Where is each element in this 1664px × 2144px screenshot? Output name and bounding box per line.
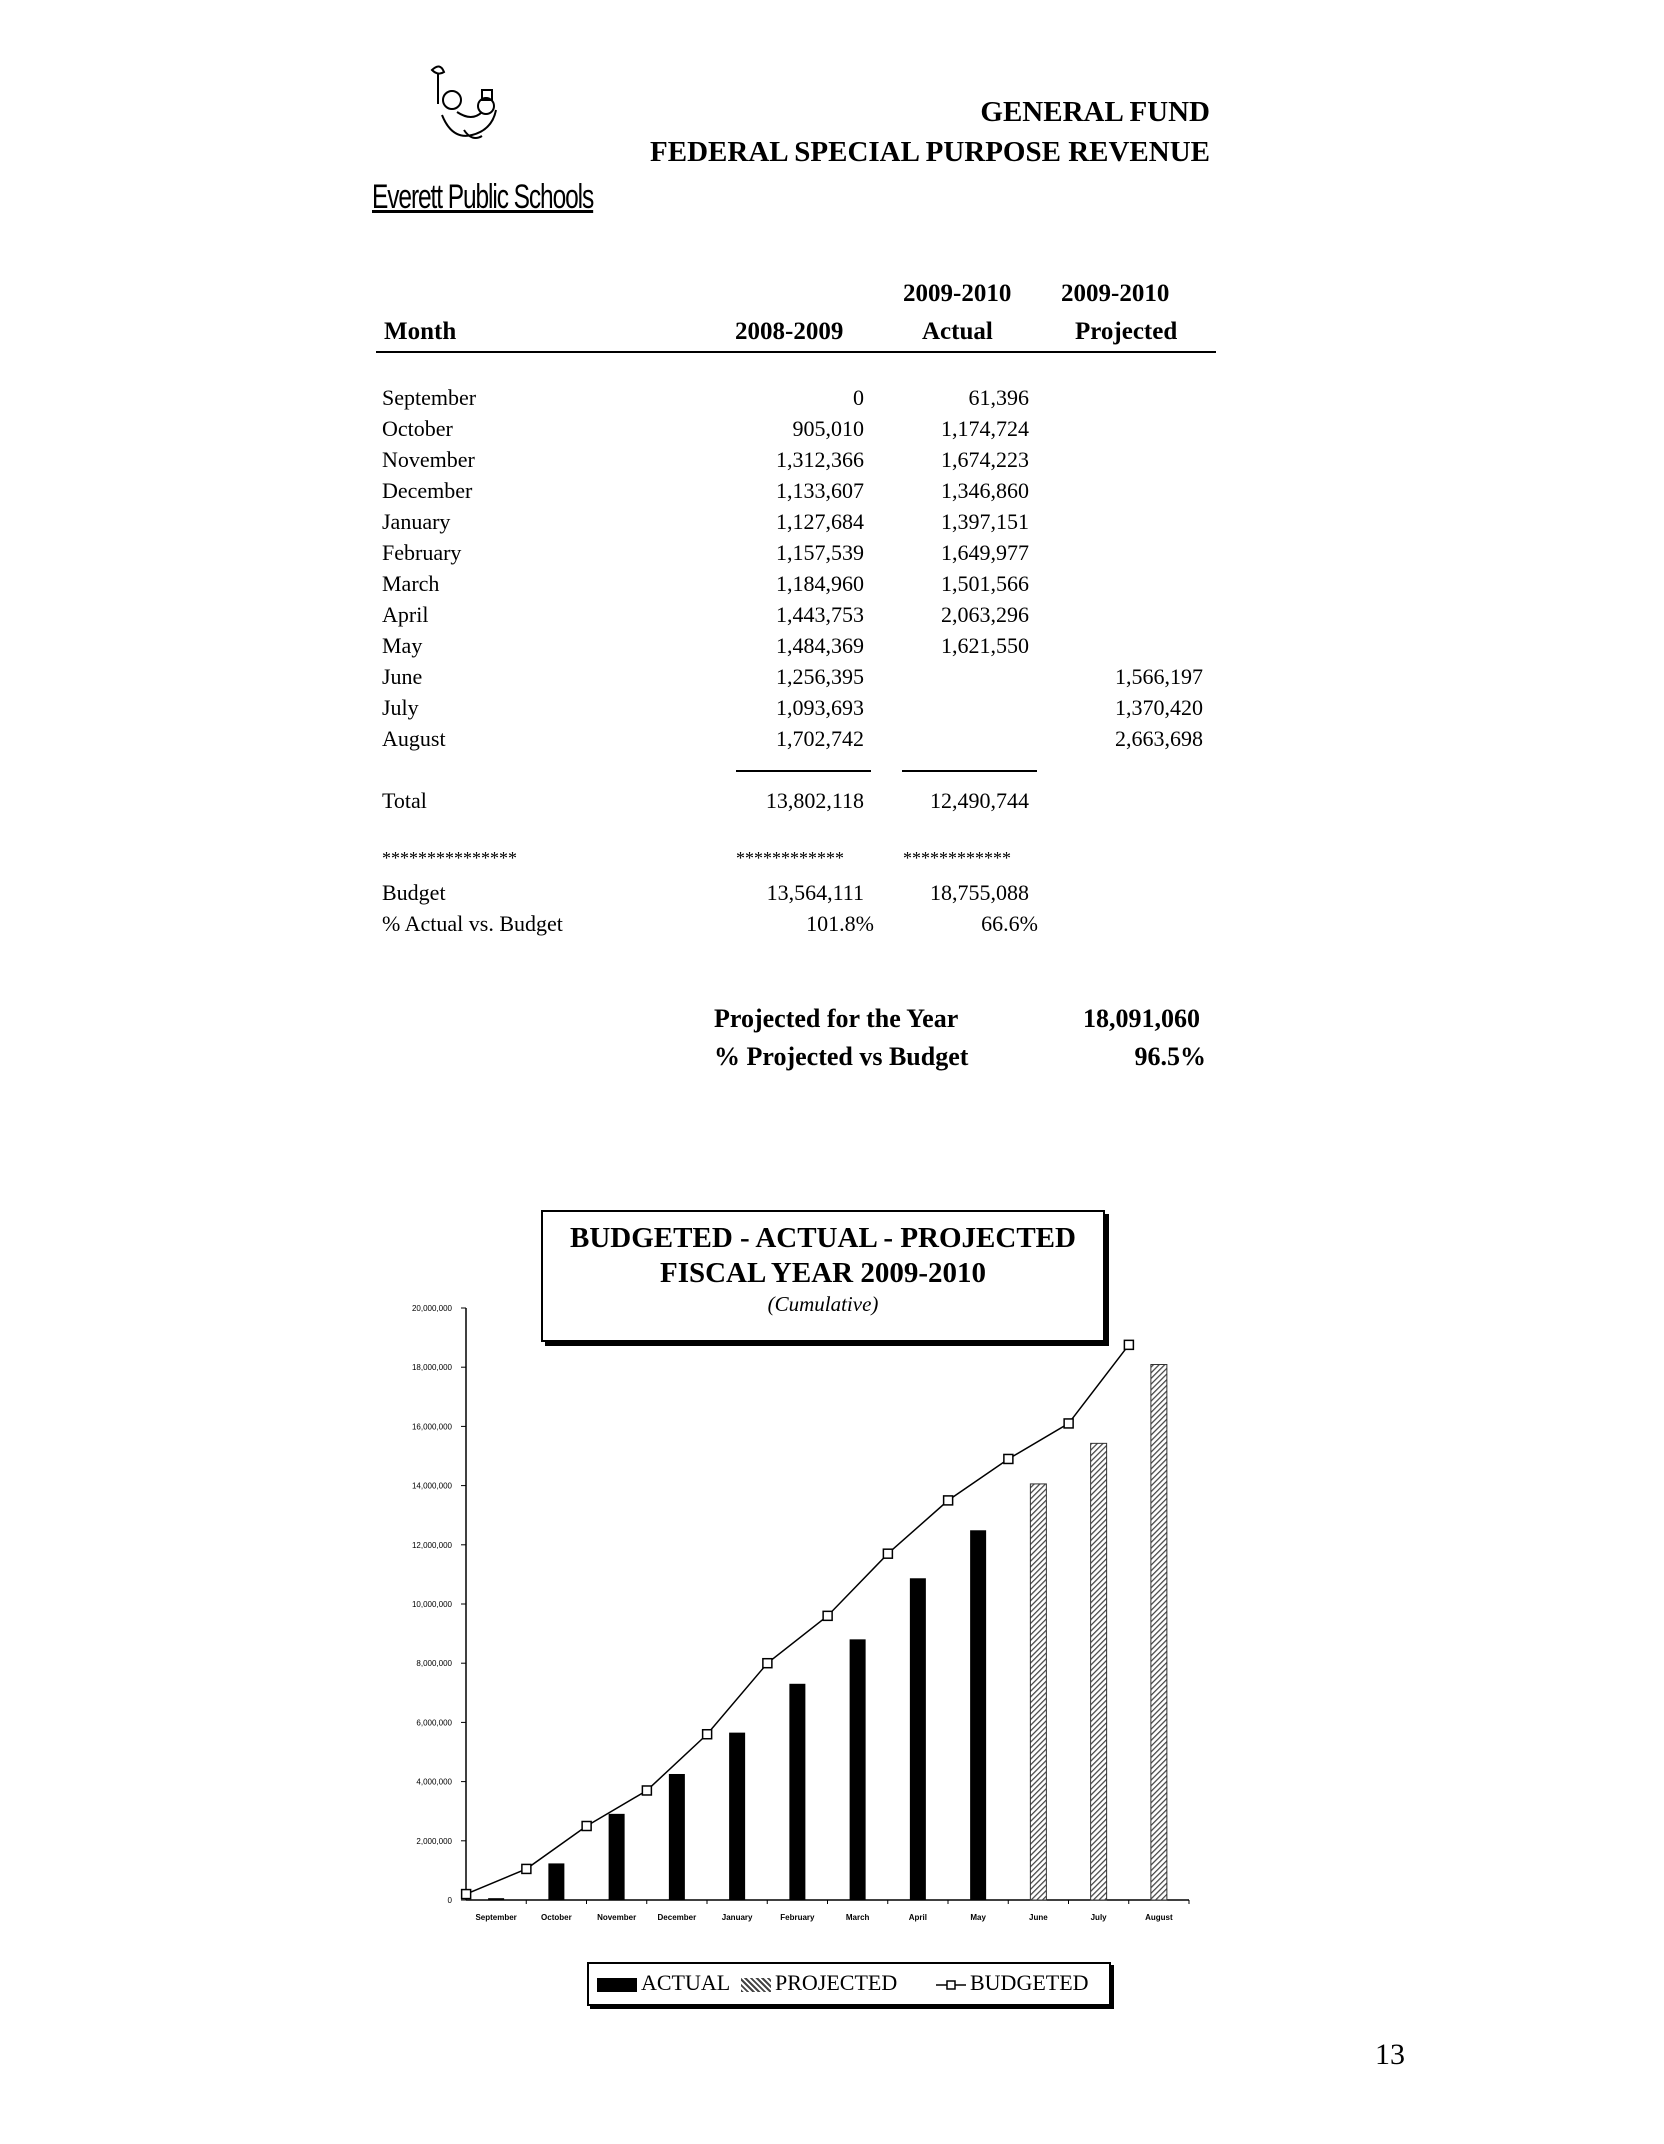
- month-cell: April: [382, 602, 429, 627]
- projected-cell: 2,663,698: [1115, 726, 1203, 751]
- month-cell: February: [382, 540, 462, 565]
- prior-cell: 1,702,742: [776, 726, 864, 751]
- y-tick-label: 14,000,000: [411, 1481, 452, 1491]
- pct-label: % Actual vs. Budget: [382, 911, 563, 936]
- legend-line-marker-icon: [936, 1978, 966, 1992]
- prior-cell: 1,256,395: [776, 664, 864, 689]
- projected-pct-value: 96.5%: [1134, 1042, 1206, 1071]
- chart-note: (Cumulative): [767, 1292, 879, 1316]
- month-cell: September: [382, 385, 477, 410]
- x-tick-label: January: [721, 1913, 753, 1922]
- legend-item-budgeted: [936, 1970, 1089, 1996]
- month-cell: December: [382, 478, 473, 503]
- x-tick-label: August: [1145, 1913, 1173, 1922]
- prior-cell: 1,093,693: [776, 695, 864, 720]
- budget-marker: [944, 1496, 953, 1505]
- x-tick-label: July: [1090, 1913, 1107, 1922]
- month-cell: October: [382, 416, 453, 441]
- x-tick-label: April: [908, 1913, 927, 1922]
- x-tick-label: June: [1029, 1913, 1048, 1922]
- budget-marker: [462, 1890, 471, 1899]
- prior-cell: 1,127,684: [776, 509, 864, 534]
- stars: ************: [903, 848, 1011, 868]
- projected-cell: 1,370,420: [1115, 695, 1203, 720]
- prior-cell: 905,010: [792, 416, 864, 441]
- pct-actual: 66.6%: [981, 911, 1038, 936]
- y-tick-label: 16,000,000: [411, 1422, 452, 1432]
- chart-title-box: [541, 1210, 1105, 1342]
- actual-bar: [970, 1530, 986, 1900]
- budget-marker: [883, 1549, 892, 1558]
- projected-bar: [1151, 1365, 1167, 1900]
- month-cell: August: [382, 726, 446, 751]
- stars: ************: [736, 848, 844, 868]
- actual-cell: 1,174,724: [941, 416, 1029, 441]
- y-tick-label: 6,000,000: [416, 1718, 452, 1728]
- projected-cell: 1,566,197: [1115, 664, 1203, 689]
- actual-bar: [669, 1774, 685, 1900]
- budget-actual: 18,755,088: [930, 880, 1029, 905]
- budget-marker: [763, 1659, 772, 1668]
- stars: ***************: [382, 848, 517, 868]
- actual-bar: [609, 1814, 625, 1900]
- prior-cell: 1,133,607: [776, 478, 864, 503]
- chart-legend: [587, 1962, 1111, 2006]
- page-number: 13: [1375, 2038, 1405, 2071]
- legend-swatch-actual: [597, 1978, 637, 1992]
- month-cell: May: [382, 633, 423, 658]
- x-tick-label: February: [780, 1913, 815, 1922]
- report-subtitle: FEDERAL SPECIAL PURPOSE REVENUE: [650, 136, 1210, 168]
- budget-marker: [522, 1864, 531, 1873]
- y-tick-label: 4,000,000: [416, 1777, 452, 1787]
- budget-marker: [1124, 1340, 1133, 1349]
- pct-prior: 101.8%: [806, 911, 874, 936]
- projected-pct-label: % Projected vs Budget: [714, 1042, 969, 1071]
- y-tick-label: 12,000,000: [411, 1540, 452, 1550]
- budget-marker: [703, 1730, 712, 1739]
- actual-bar: [548, 1863, 564, 1900]
- actual-cell: 1,346,860: [941, 478, 1029, 503]
- org-name: Everett Public Schools: [372, 178, 594, 216]
- legend-label: BUDGETED: [970, 1970, 1089, 1995]
- legend-item-actual: [597, 1970, 730, 1996]
- x-tick-label: October: [541, 1913, 572, 1922]
- chart-subtitle: FISCAL YEAR 2009-2010: [659, 1257, 986, 1289]
- x-tick-label: December: [657, 1913, 697, 1922]
- month-cell: January: [382, 509, 451, 534]
- prior-cell: 1,184,960: [776, 571, 864, 596]
- budget-marker: [582, 1822, 591, 1831]
- budget-label: Budget: [382, 880, 446, 905]
- budget-prior: 13,564,111: [766, 880, 864, 905]
- projected-bar: [1030, 1484, 1046, 1900]
- budget-marker: [823, 1611, 832, 1620]
- actual-cell: 1,621,550: [941, 633, 1029, 658]
- col-header-actual-year: 2009-2010: [903, 280, 1012, 307]
- x-tick-label: March: [845, 1913, 870, 1922]
- x-tick-label: May: [970, 1913, 986, 1922]
- month-cell: July: [382, 695, 419, 720]
- actual-cell: 2,063,296: [941, 602, 1029, 627]
- col-header-prior-year: 2008-2009: [735, 318, 844, 345]
- y-tick-label: 8,000,000: [416, 1659, 452, 1669]
- y-tick-label: 10,000,000: [411, 1600, 452, 1609]
- col-header-actual: Actual: [922, 318, 993, 345]
- prior-cell: 1,157,539: [776, 540, 864, 565]
- col-header-month: Month: [384, 318, 457, 345]
- x-tick-label: November: [597, 1913, 637, 1922]
- legend-label: PROJECTED: [775, 1970, 898, 1995]
- month-cell: November: [382, 447, 475, 472]
- month-cell: March: [382, 571, 440, 596]
- prior-cell: 1,484,369: [776, 633, 864, 658]
- prior-cell: 0: [853, 385, 864, 410]
- y-tick-label: 20,000,000: [411, 1304, 452, 1313]
- budget-marker: [1064, 1419, 1073, 1428]
- y-tick-label: 0: [447, 1896, 452, 1905]
- chart-title: BUDGETED - ACTUAL - PROJECTED: [570, 1222, 1076, 1254]
- actual-cell: 61,396: [968, 385, 1029, 410]
- projected-year-value: 18,091,060: [1083, 1004, 1200, 1033]
- actual-bar: [729, 1733, 745, 1900]
- actual-bar: [488, 1898, 504, 1900]
- actual-cell: 1,674,223: [941, 447, 1029, 472]
- projected-bar: [1091, 1443, 1107, 1900]
- legend-swatch-projected: [741, 1978, 771, 1992]
- col-header-projected: Projected: [1075, 318, 1178, 345]
- prior-cell: 1,312,366: [776, 447, 864, 472]
- report-title: GENERAL FUND: [980, 96, 1210, 128]
- prior-cell: 1,443,753: [776, 602, 864, 627]
- total-actual: 12,490,744: [930, 788, 1029, 813]
- actual-cell: 1,397,151: [941, 509, 1029, 534]
- budget-marker: [1004, 1454, 1013, 1463]
- actual-cell: 1,501,566: [941, 571, 1029, 596]
- projected-year-label: Projected for the Year: [714, 1004, 959, 1033]
- x-tick-label: September: [475, 1913, 517, 1922]
- y-tick-label: 18,000,000: [411, 1363, 452, 1373]
- month-cell: June: [382, 664, 423, 689]
- y-tick-label: 2,000,000: [416, 1836, 452, 1846]
- legend-item-projected: [741, 1970, 897, 1996]
- actual-cell: 1,649,977: [941, 540, 1029, 565]
- total-prior: 13,802,118: [765, 788, 864, 813]
- actual-bar: [850, 1639, 866, 1900]
- actual-bar: [910, 1578, 926, 1900]
- actual-bar: [789, 1684, 805, 1900]
- budget-marker: [642, 1786, 651, 1795]
- col-header-projected-year: 2009-2010: [1061, 280, 1170, 307]
- total-label: Total: [382, 788, 427, 813]
- legend-label: ACTUAL: [641, 1970, 731, 1995]
